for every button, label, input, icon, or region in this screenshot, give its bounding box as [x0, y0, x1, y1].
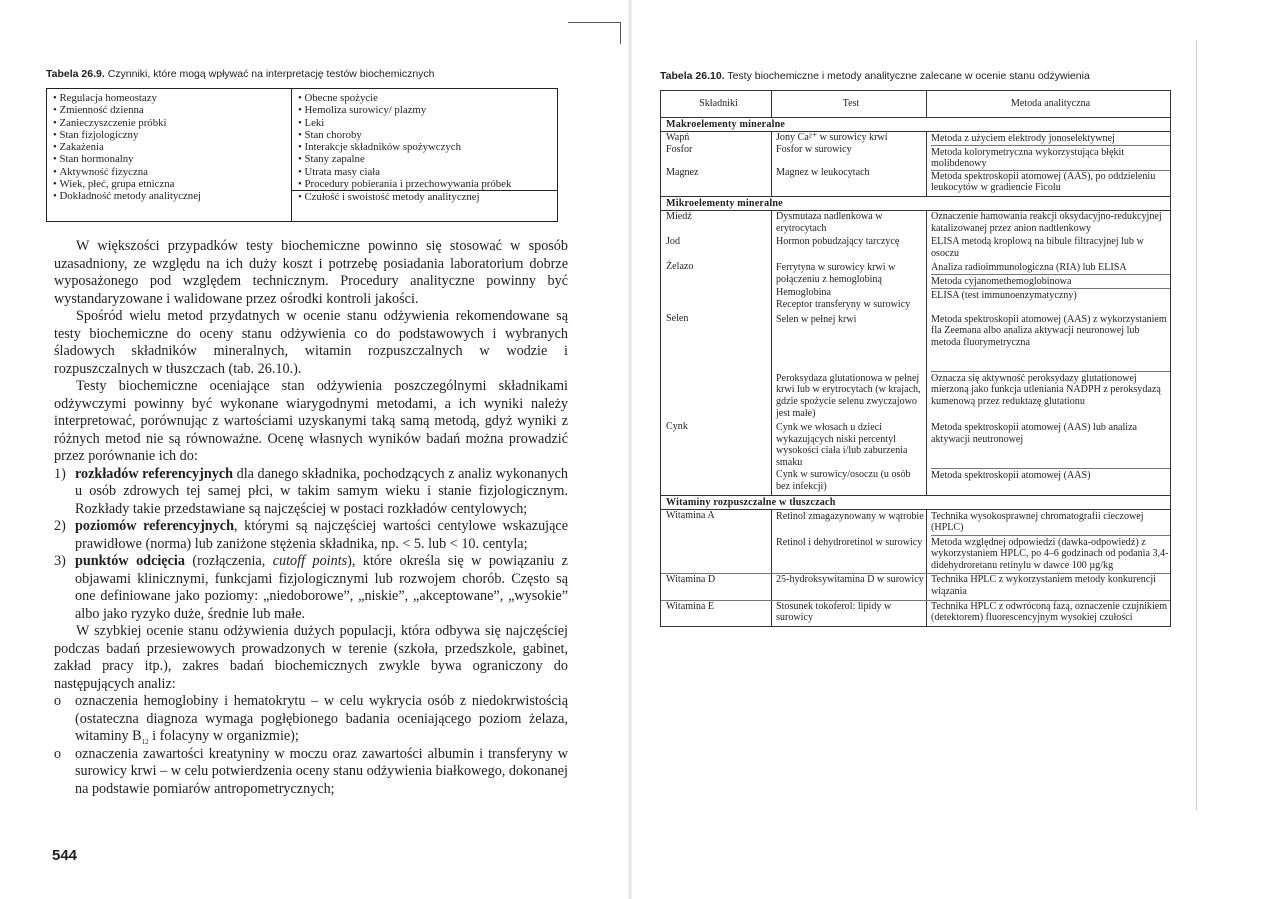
method-text: Metoda kolorymetryczna wykorzystująca błękit molibdenowy: [931, 146, 1170, 171]
test-text: Jony Ca²⁺ w surowicy krwi: [776, 132, 888, 143]
row-test: [771, 313, 926, 421]
list-item: • Wiek, płeć, grupa etniczna: [53, 178, 291, 190]
table-row: [661, 510, 1170, 574]
table-26-9: [46, 88, 558, 222]
row-test: [771, 510, 926, 574]
method-text: Technika wysokosprawnej chromatografii cieczowej (HPLC): [931, 510, 1170, 536]
method-text: Metoda cyjanomethemoglobinowa: [931, 275, 1170, 289]
caption-label: Tabela 26.9.: [46, 68, 105, 80]
row-method: ELISA metodą kroplową na bibule filtracyjnej lub w osoczu: [926, 236, 1170, 261]
test-text: Retinol i dehydroretinol w surowicy: [776, 536, 923, 548]
row-method: [926, 510, 1170, 574]
header-cell: Składniki: [699, 98, 738, 110]
row-test: Dysmutaza nadlenkowa w erytrocytach: [771, 211, 926, 236]
scan-mark: [568, 22, 620, 23]
page-gutter: [628, 0, 632, 899]
row-test: 25-hydroksywitamina D w surowicy: [771, 574, 926, 599]
test-text: Cynk we włosach u dzieci wykazujących niski percentyl wysokości ciała i/lub zaburzenia smaku: [776, 422, 908, 468]
list-item: • Regulacja homeostazy: [53, 92, 291, 104]
page-edge: [1196, 40, 1197, 810]
row-name: [661, 132, 771, 196]
row-name: Jod: [666, 236, 681, 248]
table-row: [661, 600, 1170, 626]
list-item: • Dokładność metody analitycznej: [53, 190, 291, 202]
scan-mark: [620, 22, 621, 44]
name-text: Magnez: [666, 167, 699, 179]
list-item: • Zmienność dzienna: [53, 104, 291, 116]
bullet-item: [54, 693, 568, 746]
list-item: • Aktywność fizyczna: [53, 166, 291, 178]
method-text: Oznacza się aktywność peroksydazy glutationowej mierzoną jako funkcja utleniania NADPH z peroksydazą kumenową przez reduktazę glutationu: [931, 372, 1161, 407]
list-item: • Czułość i swoistość metody analitycznej: [292, 190, 557, 203]
item-text: , którymi są najczęściej wartości centylowe wskazujące prawidłowe (norma) lub zaniżone stężenia składnika, np. < 5. lub < 10. centyla;: [75, 518, 568, 552]
row-test: [771, 421, 926, 495]
bullet-text: i folacyny w organizmie);: [148, 728, 299, 744]
paragraph: Spośród wielu metod przydatnych w ocenie stanu odżywienia rekomendowane są testy biochemiczne do oceny stanu odżywienia co do podstawowych i wybranych śladowych składników mineralnych, witamin rozpuszczalnych w wodzie i rozpuszczalnych w tłuszczach (tab. 26.10.).: [54, 308, 568, 377]
item-text: (rozłączenia,: [184, 553, 273, 569]
list-item: • Stan hormonalny: [53, 153, 291, 165]
row-test: Stosunek tokoferol: lipidy w surowicy: [771, 601, 926, 626]
test-text: Magnez w leukocytach: [776, 167, 870, 179]
test-text: Fosfor w surowicy: [776, 143, 852, 155]
numbered-item: [54, 518, 568, 553]
caption-text: Testy biochemiczne i metody analityczne zalecane w ocenie stanu odżywienia: [727, 70, 1090, 82]
method-text: Metoda spektroskopii atomowej (AAS) z wykorzystaniem fla Zeemana albo analiza aktywacji neuronowej lub metoda fluorymetryczna: [931, 313, 1170, 372]
name-text: Fosfor: [666, 143, 693, 155]
list-item: • Stany zapalne: [298, 153, 557, 165]
row-method: Oznaczenie hamowania reakcji oksydacyjno-redukcyjnej katalizowanej przez anion nadtlenkowy: [926, 211, 1170, 236]
item-number: 1): [54, 465, 66, 482]
test-text: Peroksydaza glutationowa w pełnej krwi lub w erytrocytach (w krajach, gdzie spożycie selenu zwyczajowo jest małe): [776, 372, 921, 419]
table-26-9-caption: [46, 68, 435, 80]
row-test: [771, 132, 926, 196]
numbered-item: [54, 553, 568, 623]
caption-text: Czynniki, które mogą wpływać na interpretację testów biochemicznych: [107, 68, 435, 80]
item-term: poziomów referencyjnych: [75, 518, 234, 534]
table-26-9-col2: [292, 89, 557, 221]
method-text: Metoda z użyciem elektrody jonoselektywnej: [931, 132, 1170, 146]
list-item: • Utrata masy ciała: [298, 166, 557, 178]
numbered-item: [54, 466, 568, 519]
list-item: • Stan fizjologiczny: [53, 129, 291, 141]
test-text: Selen w pełnej krwi: [776, 313, 857, 325]
bullet-item: o oznaczenia zawartości kreatyniny w moczu oraz zawartości albumin i transferyny w surowicy krwi – w celu potwierdzenia oceny stanu odżywienia białkowego, dokonanej na podstawie pomiarów antropometrycznych;: [54, 746, 568, 799]
section-title: Makroelementy mineralne: [661, 118, 1170, 132]
row-name: Miedź: [666, 210, 692, 222]
paragraph: W większości przypadków testy biochemiczne powinno się stosować w sposób uzasadniony, ze względu na ich duży koszt i potrzebę posiadania laboratorium dobrze wyposażonego pod względem technicznym. Procedury analityczne powinny być wystandaryzowane i walidowane przez ośrodki kontroli jakości.: [54, 238, 568, 307]
row-method: Technika HPLC z odwróconą fazą, oznaczenie czujnikiem (detektorem) fluorescencyjnym wysokiej czułości: [926, 601, 1170, 626]
item-italic: cutoff points: [272, 553, 348, 569]
row-method: Technika HPLC z wykorzystaniem metody konkurencji wiązania: [926, 574, 1170, 599]
item-text: dla danego składnika, pochodzących z analiz wykonanych u osób zdrowych tej samej płci, w takim samym wieku i stanie fizjologicznym. Rozkłady takie przedstawiane są najczęściej w postaci rozkładów centylowych;: [75, 465, 568, 517]
header-cell: Metoda analityczna: [926, 91, 1170, 117]
method-text: Metoda spektroskopii atomowej (AAS) lub analiza aktywacji neutronowej: [931, 421, 1170, 469]
row-test: Hormon pobudzający tarczycę: [771, 236, 926, 261]
item-term: rozkładów referencyjnych: [75, 465, 234, 482]
test-text: Retinol zmagazynowany w wątrobie: [776, 510, 924, 522]
name-text: Wapń: [666, 132, 690, 143]
test-text: Hemoglobina: [776, 286, 831, 298]
method-text: Analiza radioimmunologiczna (RIA) lub ELISA: [931, 261, 1170, 275]
list-item: • Zanieczyszczenie próbki: [53, 117, 291, 129]
table-26-10-caption: [660, 70, 1090, 82]
table-row: [661, 211, 1170, 236]
item-number: 2): [54, 518, 66, 534]
caption-label: Tabela 26.10.: [660, 70, 725, 82]
method-text: Metoda spektroskopii atomowej (AAS), po oddzieleniu leukocytów w gradiencie Ficolu: [931, 170, 1156, 194]
test-text: Receptor transferyny w surowicy: [776, 299, 911, 311]
section-title: Mikroelementy mineralne: [661, 196, 1170, 211]
section-title: Witaminy rozpuszczalne w tłuszczach: [661, 495, 1170, 510]
table-row: [661, 261, 1170, 312]
list-item: • Zakażenia: [53, 141, 291, 153]
row-name: Witamina A: [666, 509, 715, 521]
method-text: Metoda względnej odpowiedzi (dawka-odpowiedź) z wykorzystaniem HPLC, po 4–6 godzinach od podania 3,4-didehydroretanu retinylu w dawce 100 µg/kg: [931, 536, 1169, 571]
row-name: Cynk: [666, 421, 688, 433]
table-row: [661, 236, 1170, 261]
header-cell: Test: [771, 91, 926, 117]
row-name: Witamina D: [666, 574, 716, 586]
item-term: punktów odcięcia: [75, 553, 185, 569]
test-text: Cynk w surowicy/osoczu (u osób bez infekcji): [776, 469, 911, 493]
row-name: Selen: [666, 312, 689, 324]
subscript: 12: [141, 737, 149, 746]
table-row: [661, 573, 1170, 599]
item-number: 3): [54, 553, 66, 569]
row-name: Witamina E: [666, 600, 715, 612]
row-method: [926, 261, 1170, 312]
bullet-text: oznaczenia hemoglobiny i hematokrytu – w celu wykrycia osób z niedokrwistością (ostateczna diagnoza wymaga pogłębionego badania oceniającego poziom żelaza, witaminy B: [75, 693, 568, 744]
table-row: [661, 421, 1170, 495]
paragraph: W szybkiej ocenie stanu odżywienia dużych populacji, która odbywa się najczęściej podczas badań przesiewowych prowadzonych w terenie (szkoła, przedszkole, gabinet, zakład pracy itp.), zakres badań biochemicznych zwykle bywa ograniczony do następujących analiz:: [54, 623, 568, 692]
list-item: • Procedury pobierania i przechowywania próbek: [298, 178, 557, 190]
body-text: [54, 238, 568, 798]
page-number: 544: [52, 847, 78, 864]
row-method: [926, 421, 1170, 495]
list-item: • Obecne spożycie: [298, 92, 557, 104]
test-text: Ferrytyna w surowicy krwi w połączeniu z hemoglobiną: [776, 262, 896, 285]
list-item: • Leki: [298, 117, 557, 129]
row-name: Żelazo: [666, 261, 694, 273]
list-item: • Stan choroby: [298, 129, 557, 141]
paragraph: Testy biochemiczne oceniające stan odżywienia poszczególnymi składnikami odżywczymi powinny być wykonane wiarygodnymi metodami, a ich wyniki należy interpretować, porównując z wartościami uzyskanymi taką samą metodą, gdyż wyniki z różnych metod nie są równoważne. Ocenę własnych wyników badań można prowadzić przez porównanie ich do:: [54, 378, 568, 464]
list-item: • Interakcje składników spożywczych: [298, 141, 557, 153]
table-header: [661, 91, 1170, 118]
method-text: Metoda spektroskopii atomowej (AAS): [931, 470, 1091, 482]
table-26-10: [660, 90, 1171, 627]
item-text: ), które określa się w powiązaniu z objawami klinicznymi, funkcjami fizjologicznymi lub rozwojem chorób. Często są one definiowane jako poziomy: „niedoborowe”, „niskie”, „akceptowane”, „wysokie” albo jako ryzyko duże, średnie lub małe.: [75, 553, 568, 622]
list-item: • Hemoliza surowicy/ plazmy: [298, 104, 557, 116]
table-26-9-col1: [47, 89, 292, 221]
row-method: [926, 313, 1170, 421]
row-method: [926, 132, 1170, 196]
table-row: [661, 313, 1170, 421]
row-test: [771, 261, 926, 312]
method-text: ELISA (test immunoenzymatyczny): [931, 289, 1077, 301]
table-row: [661, 132, 1170, 196]
